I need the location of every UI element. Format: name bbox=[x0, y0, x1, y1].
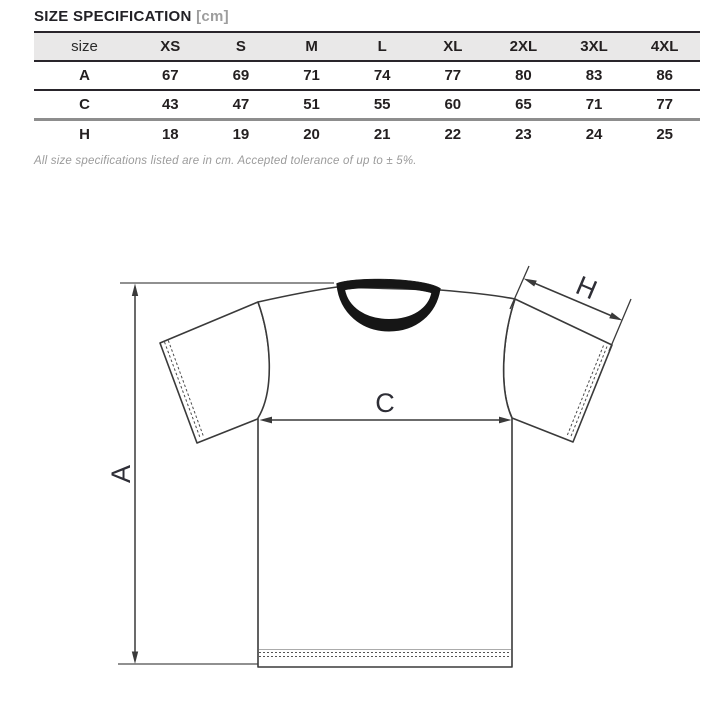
size-value-cell: 86 bbox=[656, 67, 674, 84]
size-value-cell: 55 bbox=[373, 96, 391, 113]
arrowhead-up bbox=[132, 284, 138, 297]
dim-label-C: C bbox=[375, 388, 395, 418]
size-value-cell: 60 bbox=[444, 96, 462, 113]
dim-label-A: A bbox=[106, 464, 136, 484]
size-value-cell: 43 bbox=[161, 96, 179, 113]
size-value-cell: 20 bbox=[303, 126, 320, 143]
size-value-cell: 74 bbox=[373, 67, 391, 84]
size-value-cell: 25 bbox=[656, 126, 674, 143]
col-header-4xl: 4XL bbox=[650, 38, 679, 55]
dim-line-A bbox=[106, 284, 138, 665]
row-label-h: H bbox=[79, 126, 90, 143]
size-value-cell: 65 bbox=[515, 96, 532, 113]
size-value-cell: 22 bbox=[444, 126, 462, 143]
page-title-text: SIZE SPECIFICATION bbox=[34, 8, 192, 25]
size-value-cell: 51 bbox=[303, 96, 320, 113]
size-value-cell: 23 bbox=[515, 126, 532, 143]
arrowhead-lower-right bbox=[609, 312, 622, 320]
tshirt-body bbox=[258, 287, 515, 667]
col-header-size: size bbox=[71, 38, 98, 55]
col-header-s: S bbox=[235, 38, 246, 55]
dim-H-extension-2 bbox=[609, 299, 631, 351]
arrowhead-down bbox=[132, 652, 138, 665]
col-header-3xl: 3XL bbox=[580, 38, 608, 55]
size-value-cell: 83 bbox=[585, 67, 603, 84]
left-sleeve bbox=[160, 302, 270, 443]
size-value-cell: 18 bbox=[161, 126, 179, 143]
col-header-xl: XL bbox=[443, 38, 463, 55]
arrowhead-upper-left bbox=[524, 279, 537, 287]
size-value-cell: 47 bbox=[232, 96, 250, 113]
col-header-m: M bbox=[305, 38, 318, 55]
size-value-cell: 77 bbox=[444, 67, 462, 84]
size-value-cell: 21 bbox=[373, 126, 391, 143]
size-value-cell: 67 bbox=[161, 67, 179, 84]
size-value-cell: 77 bbox=[656, 96, 674, 113]
page-title-unit: [cm] bbox=[196, 8, 229, 25]
size-value-cell: 69 bbox=[232, 67, 250, 84]
tolerance-note: All size specifications listed are in cm. Accepted tolerance of up to ± 5%. bbox=[34, 155, 417, 167]
row-label-a: A bbox=[79, 67, 90, 84]
size-value-cell: 71 bbox=[303, 67, 320, 84]
right-sleeve bbox=[504, 299, 612, 442]
size-value-cell: 19 bbox=[232, 126, 250, 143]
row-label-c: C bbox=[79, 96, 90, 113]
col-header-xs: XS bbox=[160, 38, 181, 55]
size-value-cell: 80 bbox=[515, 67, 532, 84]
size-value-cell: 71 bbox=[585, 96, 603, 113]
dim-label-H: H bbox=[571, 270, 602, 306]
col-header-l: L bbox=[377, 38, 387, 55]
size-value-cell: 24 bbox=[585, 126, 603, 143]
col-header-2xl: 2XL bbox=[509, 38, 538, 55]
